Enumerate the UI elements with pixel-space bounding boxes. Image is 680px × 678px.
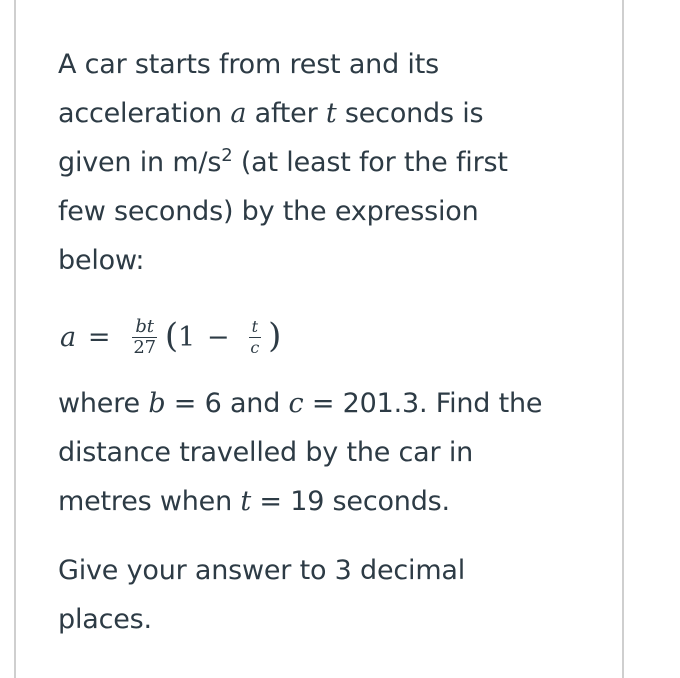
fraction-t-over-c [247,317,262,358]
open-paren: ( [164,316,178,356]
where-line-2: distance travelled by the car in [58,437,474,468]
acceleration-formula [60,307,618,367]
fraction-numerator: bt [132,317,156,338]
unit-exponent: 2 [221,145,233,166]
intro-line-1: A car starts from rest and its [58,49,439,80]
formula-minus: − [206,321,230,353]
fraction-bt-over-27 [130,317,159,358]
formula-lhs: a [60,321,76,353]
inner-denominator: c [250,337,260,357]
variable-b: b [148,388,166,419]
intro-line-4: few seconds) by the expression [58,196,479,227]
variable-a: a [230,98,247,129]
variable-t-value: t [240,486,252,517]
left-border [14,0,16,678]
intro-line-5: below: [58,245,145,276]
variable-t: t [325,98,337,129]
instruction-line-2: places. [58,604,152,635]
variable-c: c [288,388,304,419]
question-body [58,40,618,644]
right-border [622,0,624,678]
formula-equals: = [87,321,111,353]
instruction-line-1: Give your answer to 3 decimal [58,555,466,586]
fraction-denominator: 27 [133,336,156,358]
inner-numerator: t [249,317,261,338]
instruction-paragraph [58,546,618,644]
intro-paragraph: A car starts from rest and its acceleration a after t seconds is given in $m/s^2$ (at least for the first few seconds) by the expression below: [58,49,508,276]
where-paragraph: where b = 6 and c = 201.3. Find the distance travelled by the car in metres when t = 19 seconds. [58,388,543,517]
close-paren: ) [268,316,282,356]
formula-one: 1 [177,321,195,353]
